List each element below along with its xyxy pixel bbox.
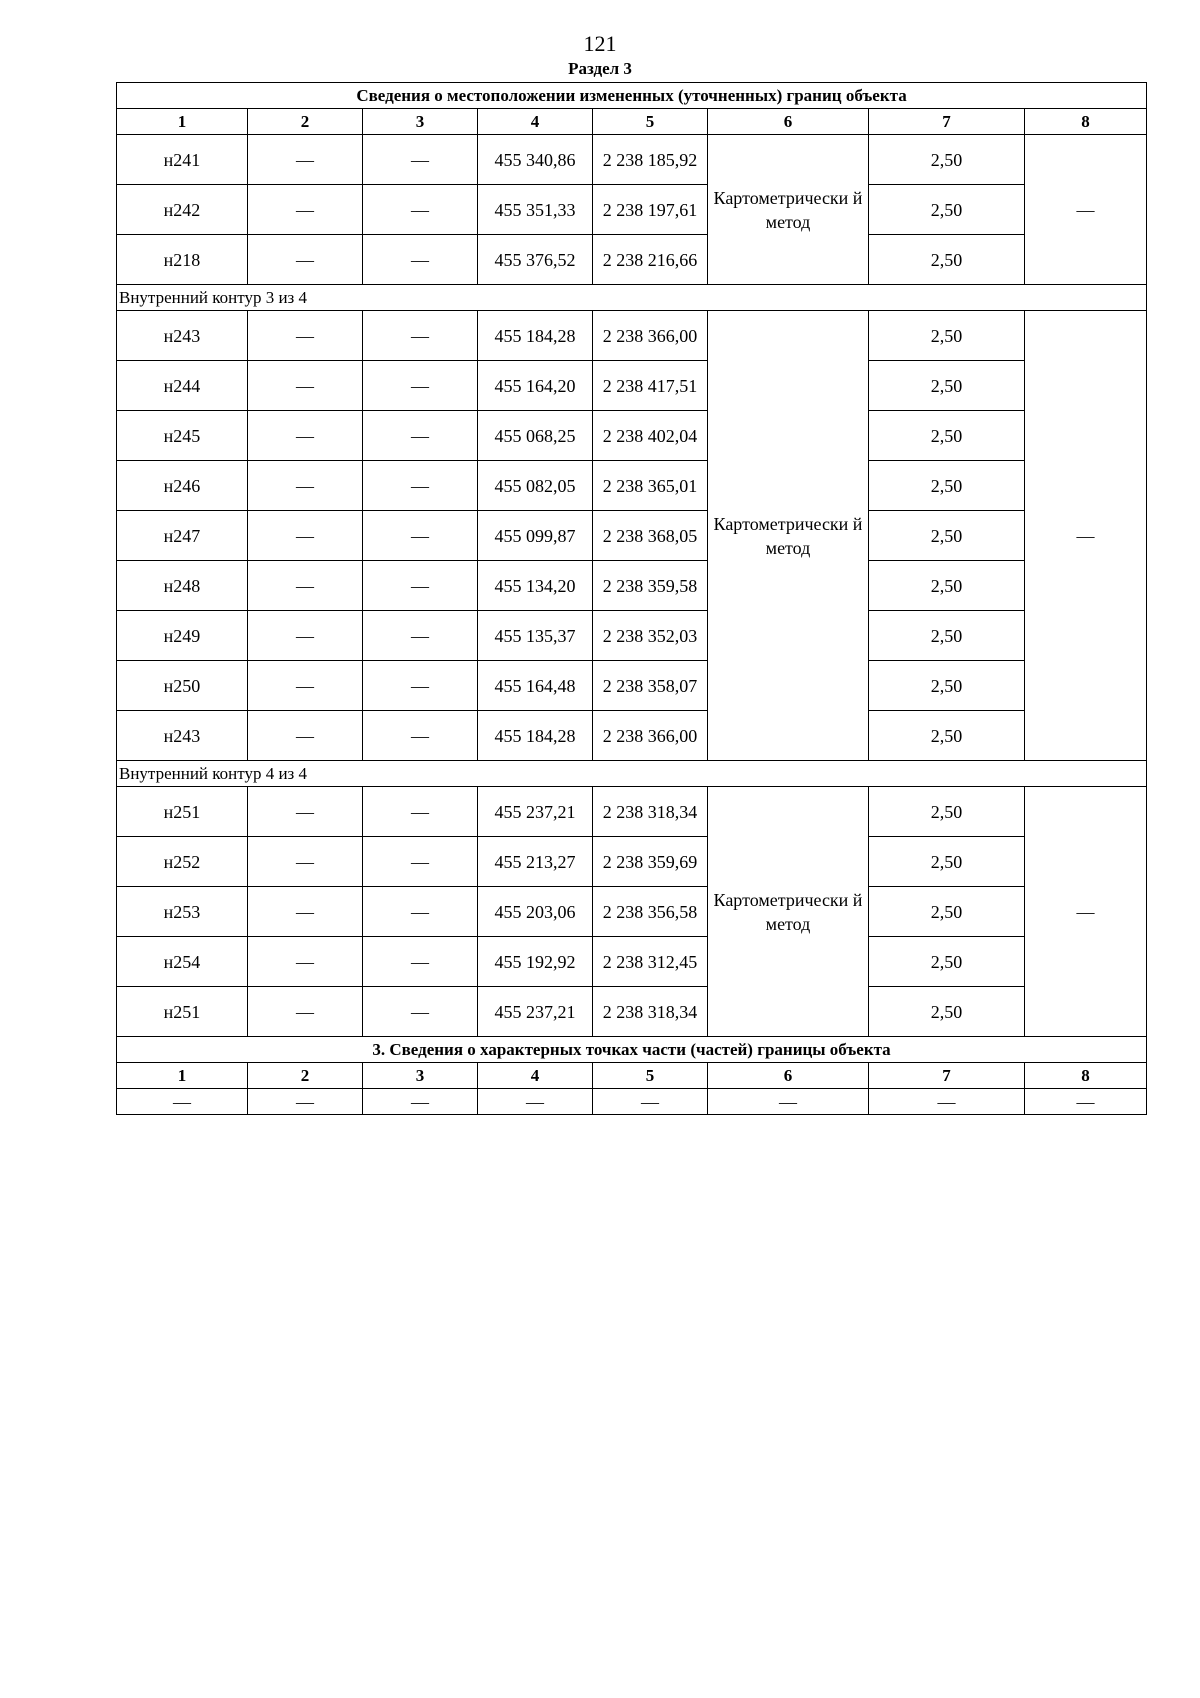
accuracy: 2,50 [869, 611, 1025, 661]
dash-cell: — [363, 511, 478, 561]
table-row [117, 361, 1147, 411]
coord-x: 455 068,25 [478, 411, 593, 461]
accuracy: 2,50 [869, 461, 1025, 511]
coord-x: 455 184,28 [478, 311, 593, 361]
table-row [117, 311, 1147, 361]
accuracy: 2,50 [869, 887, 1025, 937]
column-header: 3 [363, 109, 478, 135]
coord-x: 455 164,48 [478, 661, 593, 711]
column-header: 5 [593, 109, 708, 135]
dash-cell: — [1025, 135, 1147, 285]
coord-y: 2 238 352,03 [593, 611, 708, 661]
accuracy: 2,50 [869, 837, 1025, 887]
table-row [117, 185, 1147, 235]
coord-x: 455 099,87 [478, 511, 593, 561]
method-cell: Картометрически й метод [708, 787, 869, 1037]
coord-y: 2 238 366,00 [593, 311, 708, 361]
dash-cell: — [363, 787, 478, 837]
dash-cell: — [363, 235, 478, 285]
dash-cell: — [248, 837, 363, 887]
coord-x: 455 192,92 [478, 937, 593, 987]
coord-x: 455 134,20 [478, 561, 593, 611]
method-cell: Картометрически й метод [708, 135, 869, 285]
dash-cell: — [363, 887, 478, 937]
boundary-table-body [117, 83, 1147, 1115]
accuracy: 2,50 [869, 511, 1025, 561]
column-header-row [117, 109, 1147, 135]
accuracy: 2,50 [869, 235, 1025, 285]
coord-x: 455 184,28 [478, 711, 593, 761]
coord-y: 2 238 185,92 [593, 135, 708, 185]
coord-y: 2 238 359,58 [593, 561, 708, 611]
dash-cell: — [363, 837, 478, 887]
accuracy: 2,50 [869, 937, 1025, 987]
dash-cell: — [593, 1089, 708, 1115]
table-row [117, 987, 1147, 1037]
section3-header-row [117, 1063, 1147, 1089]
dash-cell: — [248, 561, 363, 611]
coord-x: 455 351,33 [478, 185, 593, 235]
table-row [117, 661, 1147, 711]
table-row [117, 611, 1147, 661]
column-header: 1 [117, 1063, 248, 1089]
point-name: н247 [117, 511, 248, 561]
accuracy: 2,50 [869, 135, 1025, 185]
section3-row [117, 1089, 1147, 1115]
point-name: н246 [117, 461, 248, 511]
accuracy: 2,50 [869, 787, 1025, 837]
dash-cell: — [248, 661, 363, 711]
coord-x: 455 213,27 [478, 837, 593, 887]
column-header: 1 [117, 109, 248, 135]
point-name: н253 [117, 887, 248, 937]
dash-cell: — [1025, 1089, 1147, 1115]
section-title: Раздел 3 [568, 59, 632, 78]
page-number: 121 [583, 31, 617, 56]
table-title-row [117, 83, 1147, 109]
dash-cell: — [1025, 311, 1147, 761]
dash-cell: — [363, 611, 478, 661]
dash-cell: — [248, 1089, 363, 1115]
dash-cell: — [248, 887, 363, 937]
coord-y: 2 238 358,07 [593, 661, 708, 711]
accuracy: 2,50 [869, 661, 1025, 711]
coord-x: 455 340,86 [478, 135, 593, 185]
point-name: н248 [117, 561, 248, 611]
dash-cell: — [363, 711, 478, 761]
accuracy: 2,50 [869, 311, 1025, 361]
contour-label-row [117, 285, 1147, 311]
dash-cell: — [478, 1089, 593, 1115]
dash-cell: — [248, 135, 363, 185]
accuracy: 2,50 [869, 411, 1025, 461]
dash-cell: — [248, 511, 363, 561]
method-cell: Картометрически й метод [708, 311, 869, 761]
dash-cell: — [363, 461, 478, 511]
dash-cell: — [248, 185, 363, 235]
point-name: н244 [117, 361, 248, 411]
dash-cell: — [363, 311, 478, 361]
point-name: н254 [117, 937, 248, 987]
coord-y: 2 238 402,04 [593, 411, 708, 461]
table-row [117, 411, 1147, 461]
dash-cell: — [363, 561, 478, 611]
coord-x: 455 164,20 [478, 361, 593, 411]
dash-cell: — [363, 135, 478, 185]
coord-x: 455 135,37 [478, 611, 593, 661]
table-row [117, 837, 1147, 887]
table-row [117, 135, 1147, 185]
coord-y: 2 238 312,45 [593, 937, 708, 987]
contour-label: Внутренний контур 3 из 4 [117, 285, 1147, 311]
accuracy: 2,50 [869, 561, 1025, 611]
coord-y: 2 238 368,05 [593, 511, 708, 561]
coord-y: 2 238 359,69 [593, 837, 708, 887]
coord-x: 455 082,05 [478, 461, 593, 511]
coord-x: 455 237,21 [478, 787, 593, 837]
dash-cell: — [117, 1089, 248, 1115]
point-name: н251 [117, 787, 248, 837]
point-name: н241 [117, 135, 248, 185]
section3-title-row [117, 1037, 1147, 1063]
dash-cell: — [363, 185, 478, 235]
column-header: 6 [708, 1063, 869, 1089]
dash-cell: — [248, 987, 363, 1037]
point-name: н250 [117, 661, 248, 711]
coord-y: 2 238 318,34 [593, 987, 708, 1037]
column-header: 8 [1025, 1063, 1147, 1089]
column-header: 2 [248, 109, 363, 135]
dash-cell: — [248, 711, 363, 761]
point-name: н243 [117, 311, 248, 361]
column-header: 8 [1025, 109, 1147, 135]
coord-y: 2 238 197,61 [593, 185, 708, 235]
dash-cell: — [363, 411, 478, 461]
coord-x: 455 376,52 [478, 235, 593, 285]
dash-cell: — [1025, 787, 1147, 1037]
table-row [117, 937, 1147, 987]
column-header: 4 [478, 1063, 593, 1089]
table-title: Сведения о местоположении измененных (уточненных) границ объекта [117, 83, 1147, 109]
coord-y: 2 238 356,58 [593, 887, 708, 937]
point-name: н242 [117, 185, 248, 235]
dash-cell: — [248, 411, 363, 461]
column-header: 7 [869, 109, 1025, 135]
accuracy: 2,50 [869, 987, 1025, 1037]
dash-cell: — [363, 987, 478, 1037]
dash-cell: — [869, 1089, 1025, 1115]
coord-y: 2 238 365,01 [593, 461, 708, 511]
boundary-table [116, 82, 1147, 1115]
dash-cell: — [248, 937, 363, 987]
point-name: н243 [117, 711, 248, 761]
contour-label-row [117, 761, 1147, 787]
dash-cell: — [248, 611, 363, 661]
coord-y: 2 238 417,51 [593, 361, 708, 411]
dash-cell: — [363, 661, 478, 711]
coord-y: 2 238 366,00 [593, 711, 708, 761]
contour-label: Внутренний контур 4 из 4 [117, 761, 1147, 787]
column-header: 7 [869, 1063, 1025, 1089]
dash-cell: — [363, 361, 478, 411]
point-name: н249 [117, 611, 248, 661]
column-header: 2 [248, 1063, 363, 1089]
accuracy: 2,50 [869, 361, 1025, 411]
table-row [117, 787, 1147, 837]
coord-x: 455 203,06 [478, 887, 593, 937]
coord-y: 2 238 318,34 [593, 787, 708, 837]
dash-cell: — [363, 937, 478, 987]
point-name: н252 [117, 837, 248, 887]
dash-cell: — [248, 311, 363, 361]
point-name: н251 [117, 987, 248, 1037]
table-row [117, 235, 1147, 285]
column-header: 4 [478, 109, 593, 135]
section3-title: 3. Сведения о характерных точках части (частей) границы объекта [117, 1037, 1147, 1063]
column-header: 3 [363, 1063, 478, 1089]
accuracy: 2,50 [869, 711, 1025, 761]
table-row [117, 561, 1147, 611]
table-row [117, 511, 1147, 561]
point-name: н218 [117, 235, 248, 285]
dash-cell: — [248, 361, 363, 411]
point-name: н245 [117, 411, 248, 461]
table-row [117, 461, 1147, 511]
dash-cell: — [248, 235, 363, 285]
dash-cell: — [248, 461, 363, 511]
coord-x: 455 237,21 [478, 987, 593, 1037]
table-row [117, 711, 1147, 761]
dash-cell: — [708, 1089, 869, 1115]
dash-cell: — [363, 1089, 478, 1115]
column-header: 5 [593, 1063, 708, 1089]
column-header: 6 [708, 109, 869, 135]
table-row [117, 887, 1147, 937]
coord-y: 2 238 216,66 [593, 235, 708, 285]
dash-cell: — [248, 787, 363, 837]
accuracy: 2,50 [869, 185, 1025, 235]
